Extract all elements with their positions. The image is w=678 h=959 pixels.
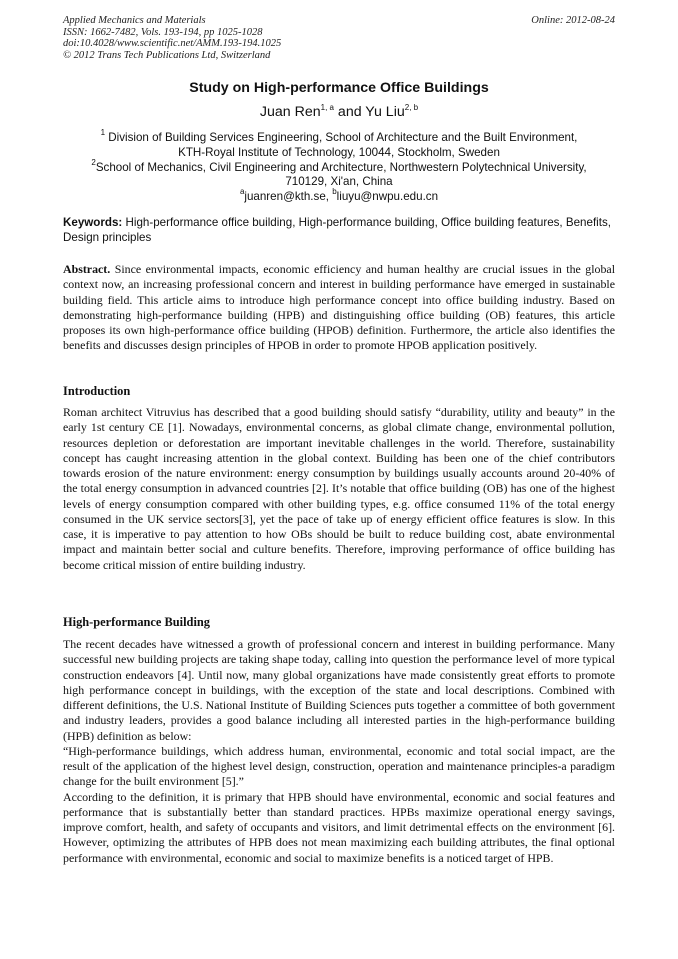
- paragraph: Roman architect Vitruvius has described that a good building should satisfy “durability, utility and beauty” in the early 1st century CE [1]. Nowadays, environmental concerns, as global climate change, environmental pollution, resources depletion or deforestation are important inevitable challenges in the world. Therefore, sustainability concept has caught increasing attention in the global context. Building has been one of the chief contributors towards erosion of the nature environment: energy consumption by buildings usually accounts around 20-40% of the total energy consumption in advanced countries [2]. It’s notable that office building (OB) has one of the highest levels of energy consumption compared with other building types, e.g. office consumed 11% of the total energy consumed in the UK service sectors[3], yet the pace of take up of energy efficient office features is slow. In this case, it is imperative to pay attention to how OBs should be built to reduce building cost, abate environmental impact and maintain better social and culture benefits. Therefore, improving performance of office building has become critical mission of entire building industry.: [63, 405, 615, 572]
- email-line: [63, 187, 615, 205]
- affiliation-text: Division of Building Services Engineering, School of Architecture and the Built Environment,: [105, 131, 578, 144]
- author-sup: 1, a: [320, 103, 334, 112]
- affiliations: [63, 128, 615, 205]
- affiliation-1: [63, 128, 615, 146]
- affiliation-sup: 1: [100, 128, 106, 137]
- journal-name: Applied Mechanics and Materials: [63, 15, 206, 26]
- affiliation-2-cont: 710129, Xi'an, China: [285, 175, 393, 189]
- doi-line: doi:10.4028/www.scientific.net/AMM.193-194.1025: [63, 38, 282, 50]
- abstract-text: Since environmental impacts, economic efficiency and human healthy are crucial issues in the global context now, an increasing professional concern and interest in building performance have emerged in sustainable building field. This article aims to introduce high performance concept into office building industry. Based on demonstrating high-performance building (HPB) and distinguishing office building (OB) features, this article proposes its own high-performance office building (HPOB) definition. Furthermore, the article also identifies the benefits and discusses design principles of HPOB in order to promote HPOB application positively.: [63, 262, 615, 353]
- introduction-body: [63, 405, 615, 573]
- hpb-body: [63, 637, 615, 866]
- author-name: Juan Ren: [259, 104, 321, 120]
- email-address: juanren@kth.se,: [244, 190, 333, 204]
- email-sup: a: [239, 187, 245, 197]
- email-address: liuyu@nwpu.edu.cn: [336, 190, 439, 204]
- online-date: Online: 2012-08-24: [531, 15, 615, 26]
- section-heading-hpb: High-performance Building: [63, 615, 210, 629]
- author-sup: 2, b: [404, 103, 419, 112]
- abstract: [63, 262, 615, 354]
- author-conjunction: and: [333, 104, 366, 120]
- copyright-line: © 2012 Trans Tech Publications Ltd, Switzerland: [63, 49, 271, 61]
- author-line: [0, 104, 678, 120]
- author-name: Yu Liu: [365, 104, 405, 120]
- keywords-label: Keywords:: [63, 216, 123, 229]
- affiliation-1-cont: KTH-Royal Institute of Technology, 10044, Stockholm, Sweden: [178, 145, 500, 159]
- email-sup: b: [332, 187, 337, 197]
- affiliation-2: [63, 157, 615, 176]
- abstract-label: Abstract.: [63, 262, 111, 276]
- paper-title: Study on High-performance Office Buildings: [189, 80, 489, 96]
- keywords-text: High-performance office building, High-performance building, Office building features, Benefits, Design principles: [63, 216, 611, 244]
- journal-header: [63, 15, 615, 61]
- affiliation-text: School of Mechanics, Civil Engineering and Architecture, Northwestern Polytechnical University,: [95, 160, 587, 174]
- section-heading-introduction: Introduction: [63, 384, 131, 398]
- paragraph: According to the definition, it is primary that HPB should have environmental, economic and social features and performance that is substantially better than standard practices. HPBs maximize operational energy savings, improve comfort, health, and safety of occupants and visitors, and limit detrimental effects on the environment [6]. However, optimizing the attributes of HPB does not mean maximizing each building attributes, the final optional performance with environmental, economic and social to maximize benefits is a noticed target of HPB.: [63, 789, 615, 865]
- affiliation-sup: 2: [91, 157, 96, 167]
- keywords: [63, 215, 615, 245]
- issn-line: ISSN: 1662-7482, Vols. 193-194, pp 1025-1028: [63, 26, 263, 38]
- paragraph: The recent decades have witnessed a growth of professional concern and interest in building performance. Many successful new building projects are taking shape today, calling into question the performance level of more typical construction endeavors [4]. Until now, many global organizations have made consistently great efforts to promote high performance concept in buildings, with the exception of the state and local descriptions. Combined with different definitions, the U.S. National Institute of Building Sciences puts together a committee of both government and industry leaders, provides a good balance including all interested parties in the high-performance building (HPB) definition as below:: [63, 637, 615, 743]
- paragraph-quote: “High-performance buildings, which address human, environmental, economic and total social impact, are the result of the application of the highest level design, construction, operation and maintenance principles-a paradigm change for the built environment [5].”: [63, 743, 615, 789]
